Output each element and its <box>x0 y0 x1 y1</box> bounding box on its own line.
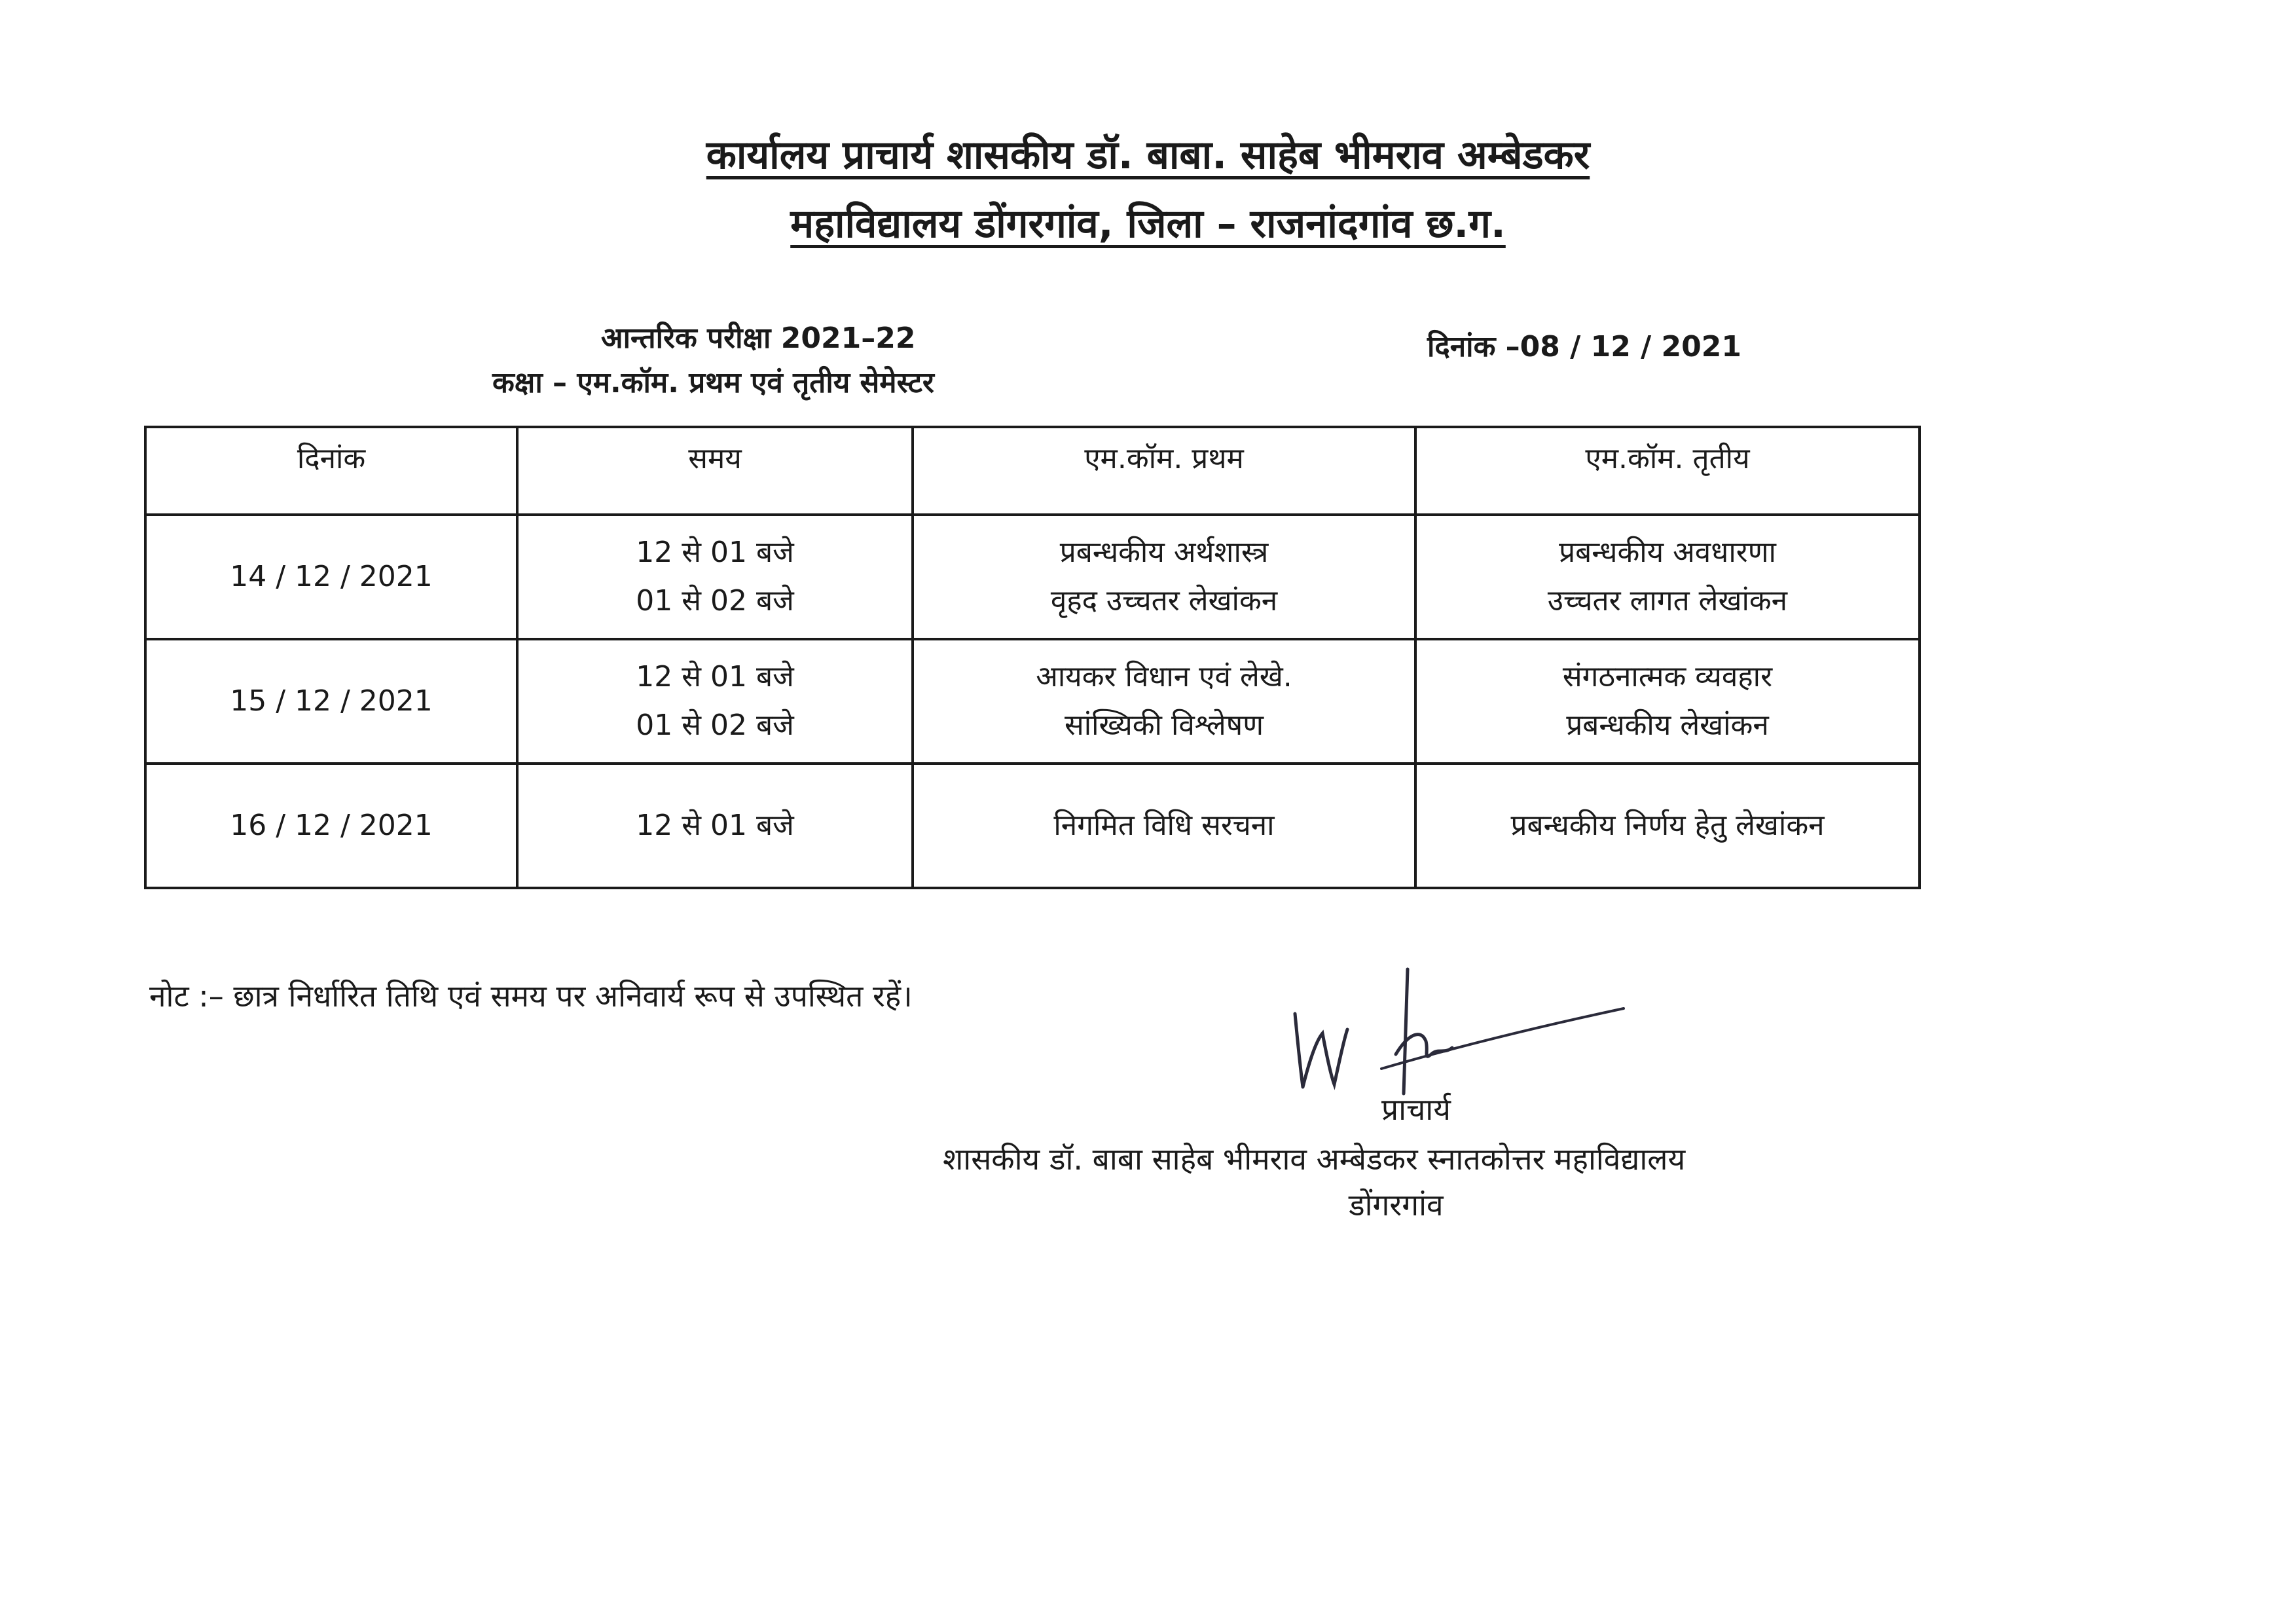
college-place: डोंगरगांव <box>1349 1187 1444 1223</box>
subject-name: प्रबन्धकीय निर्णय हेतु लेखांकन <box>1510 809 1825 842</box>
header-time: समय <box>517 427 913 515</box>
table-row <box>145 515 1920 639</box>
subject-name: प्रबन्धकीय अर्थशास्त्र <box>1059 536 1269 569</box>
cell-date: 14 / 12 / 2021 <box>145 515 517 639</box>
subject-name: आयकर विधान एवं लेखे. <box>1036 660 1292 693</box>
office-title-line1-text: कार्यालय प्राचार्य शासकीय डॉ. बाबा. साहेब भीमराव अम्बेडकर <box>706 132 1590 178</box>
college-name: शासकीय डॉ. बाबा साहेब भीमराव अम्बेडकर स्नातकोत्तर महाविद्यालय <box>943 1141 1686 1177</box>
time-slot: 12 से 01 बजे <box>636 660 794 693</box>
cell-time <box>517 515 913 639</box>
subject-name: निगमित विधि सरचना <box>1053 809 1275 842</box>
office-title-line2-text: महाविद्यालय डोंगरगांव, जिला – राजनांदगांव छ.ग. <box>790 201 1506 247</box>
header-date: दिनांक <box>145 427 517 515</box>
table-header-row <box>145 427 1920 515</box>
time-slot: 01 से 02 बजे <box>636 709 794 742</box>
subject-name: संगठनात्मक व्यवहार <box>1562 660 1773 693</box>
subject-name: प्रबन्धकीय लेखांकन <box>1566 709 1769 742</box>
office-title-line2 <box>0 196 2296 251</box>
subject-name: उच्चतर लागत लेखांकन <box>1547 584 1788 618</box>
cell-date: 16 / 12 / 2021 <box>145 764 517 888</box>
cell-mcom-third <box>1415 515 1920 639</box>
header-mcom-first: एम.कॉम. प्रथम <box>913 427 1415 515</box>
exam-name: आन्तरिक परीक्षा 2021–22 <box>601 322 916 355</box>
cell-time <box>517 639 913 764</box>
principal-designation: प्राचार्य <box>1381 1092 1451 1127</box>
subject-name: सांख्यिकी विश्लेषण <box>1064 709 1264 742</box>
cell-mcom-first <box>913 515 1415 639</box>
table-row <box>145 764 1920 888</box>
subject-name: प्रबन्धकीय अवधारणा <box>1559 536 1776 569</box>
cell-mcom-third <box>1415 639 1920 764</box>
time-slot: 01 से 02 बजे <box>636 584 794 618</box>
table-row <box>145 639 1920 764</box>
cell-mcom-first <box>913 764 1415 888</box>
exam-timetable <box>144 426 1921 889</box>
attendance-note: नोट :– छात्र निर्धारित तिथि एवं समय पर अनिवार्य रूप से उपस्थित रहें। <box>149 978 913 1014</box>
class-name: कक्षा – एम.कॉम. प्रथम एवं तृतीय सेमेस्टर <box>492 366 934 399</box>
cell-date: 15 / 12 / 2021 <box>145 639 517 764</box>
subject-name: वृहद उच्चतर लेखांकन <box>1050 584 1278 618</box>
cell-time <box>517 764 913 888</box>
issue-date: दिनांक –08 / 12 / 2021 <box>1427 330 1742 363</box>
office-title-line1 <box>0 128 2296 183</box>
header-mcom-third: एम.कॉम. तृतीय <box>1415 427 1920 515</box>
cell-mcom-third <box>1415 764 1920 888</box>
cell-mcom-first <box>913 639 1415 764</box>
time-slot: 12 से 01 बजे <box>636 809 794 842</box>
time-slot: 12 से 01 बजे <box>636 536 794 569</box>
signature-icon <box>1283 956 1637 1113</box>
